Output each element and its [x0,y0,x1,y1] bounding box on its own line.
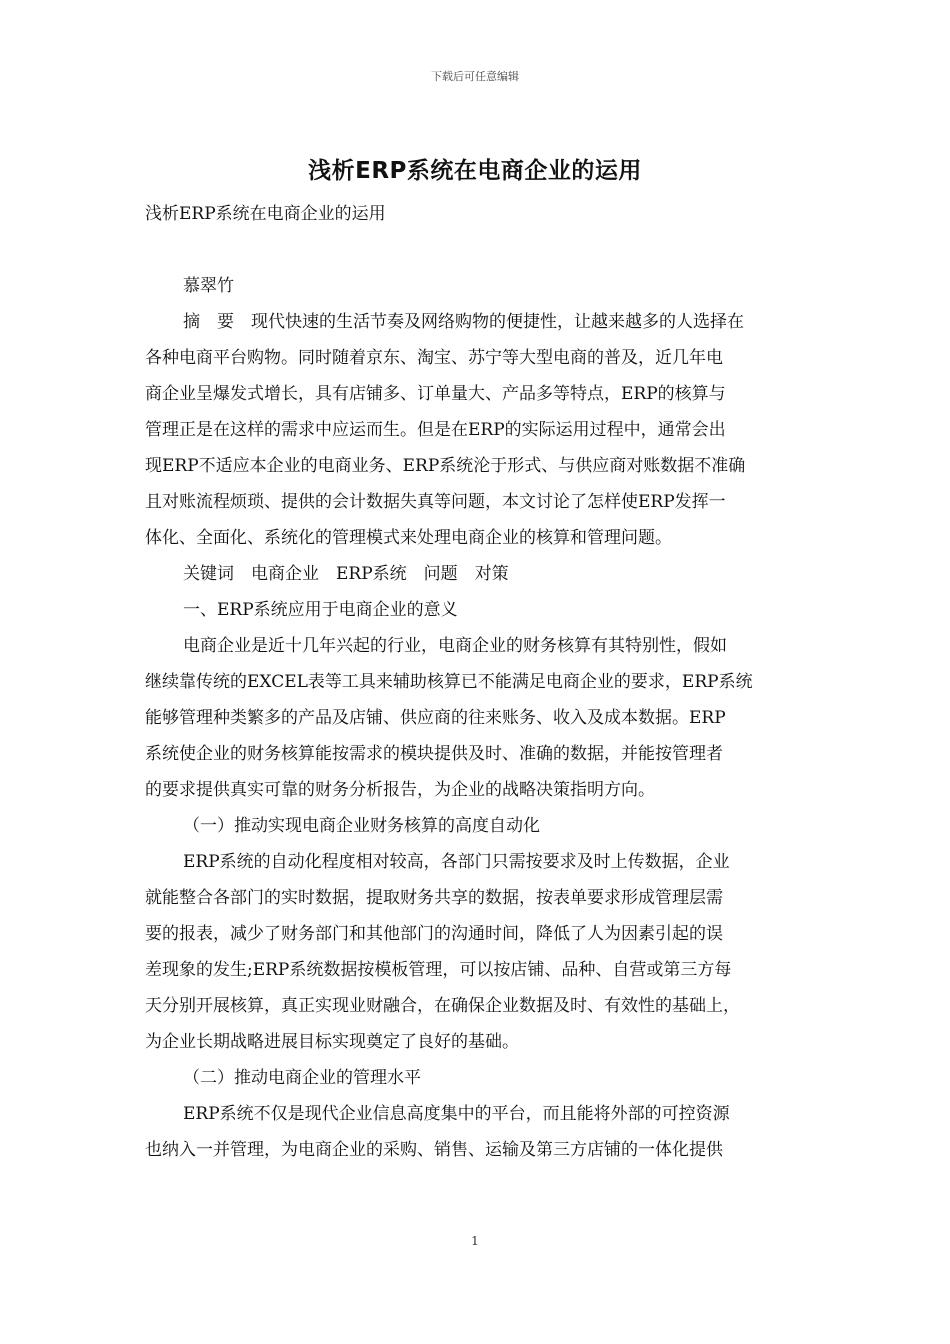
abstract-line: 体化、全面化、系统化的管理模式来处理电商企业的核算和管理问题。 [145,528,672,548]
paragraph-line: 就能整合各部门的实时数据，提取财务共享的数据，按表单要求形成管理层需 [145,888,723,908]
keywords-line: 关键词 电商企业 ERP系统 问题 对策 [183,564,509,584]
paragraph-line: 系统使企业的财务核算能按需求的模块提供及时、准确的数据，并能按管理者 [145,744,723,764]
subsection-paragraph [145,844,825,1060]
author-name: 慕翠竹 [183,276,234,296]
section-heading: 一、ERP系统应用于电商企业的意义 [183,600,458,620]
abstract-line: 管理正是在这样的需求中应运而生。但是在ERP的实际运用过程中，通常会出 [145,420,726,440]
paragraph-line: 继续靠传统的EXCEL表等工具来辅助核算已不能满足电商企业的要求，ERP系统 [145,672,753,692]
paragraph-line: ERP系统的自动化程度相对较高，各部门只需按要求及时上传数据，企业 [183,852,730,872]
abstract-line: 摘 要 现代快速的生活节奏及网络购物的便捷性，让越来越多的人选择在 [183,312,744,332]
document-title: 浅析ERP系统在电商企业的运用 [308,158,642,184]
subsection-paragraph [145,1096,825,1168]
subsection-heading: （二）推动电商企业的管理水平 [183,1068,421,1088]
abstract-line: 且对账流程烦琐、提供的会计数据失真等问题，本文讨论了怎样使ERP发挥一 [145,492,726,512]
abstract-line: 现ERP不适应本企业的电商业务、ERP系统沦于形式、与供应商对账数据不准确 [145,456,746,476]
header-note: 下载后可任意编辑 [431,70,519,83]
subsection-heading: （一）推动实现电商企业财务核算的高度自动化 [183,816,540,836]
paragraph-line: 电商企业是近十几年兴起的行业，电商企业的财务核算有其特别性，假如 [183,636,727,656]
page-number: 1 [471,1234,479,1248]
paragraph-line: ERP系统不仅是现代企业信息高度集中的平台，而且能将外部的可控资源 [183,1104,730,1124]
blank-line [145,232,825,268]
paragraph-line: 能够管理种类繁多的产品及店铺、供应商的往来账务、收入及成本数据。ERP [145,708,726,728]
abstract-line: 商企业呈爆发式增长，具有店铺多、订单量大、产品多等特点，ERP的核算与 [145,384,726,404]
paragraph-line: 差现象的发生;ERP系统数据按模板管理，可以按店铺、品种、自营或第三方每 [145,960,732,980]
abstract-paragraph [145,304,825,556]
document-body [145,196,825,1168]
paragraph-line: 也纳入一并管理，为电商企业的采购、销售、运输及第三方店铺的一体化提供 [145,1140,723,1160]
subtitle-line: 浅析ERP系统在电商企业的运用 [145,204,386,224]
paragraph-line: 的要求提供真实可靠的财务分析报告，为企业的战略决策指明方向。 [145,780,655,800]
abstract-line: 各种电商平台购物。同时随着京东、淘宝、苏宁等大型电商的普及，近几年电 [145,348,723,368]
paragraph-line: 要的报表，减少了财务部门和其他部门的沟通时间，降低了人为因素引起的误 [145,924,723,944]
paragraph-line: 天分别开展核算，真正实现业财融合，在确保企业数据及时、有效性的基础上， [145,996,740,1016]
section-paragraph [145,628,825,808]
paragraph-line: 为企业长期战略进展目标实现奠定了良好的基础。 [145,1032,519,1052]
